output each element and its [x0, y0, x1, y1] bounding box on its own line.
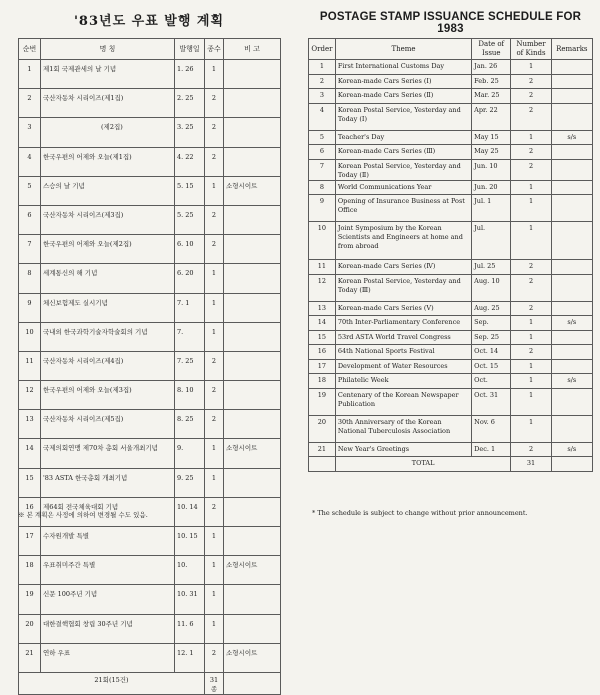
korean-title: '83년도 우표 발행 계획	[73, 14, 225, 29]
order-cell: 17	[309, 359, 336, 374]
name-cell: 국산자동차 시리이즈(제3집)	[41, 205, 175, 234]
kinds-cell: 2	[511, 442, 551, 457]
kinds-cell: 2	[205, 205, 224, 234]
theme-cell: Korean-made Cars Series (Ⅰ)	[335, 74, 471, 89]
table-row	[309, 330, 593, 345]
theme-cell: Philatelic Week	[335, 374, 471, 389]
kinds-cell: 2	[511, 89, 551, 104]
kinds-cell: 1	[511, 330, 551, 345]
remarks-cell	[551, 159, 592, 180]
total-remarks	[551, 457, 592, 472]
order-cell: 4	[309, 103, 336, 130]
remarks-cell	[551, 260, 592, 275]
table-row	[309, 103, 593, 130]
order-cell: 21	[309, 442, 336, 457]
theme-cell: 70th Inter-Parliamentary Conference	[335, 316, 471, 331]
total-kinds: 31종	[205, 672, 224, 694]
kinds-cell: 1	[511, 195, 551, 222]
kinds-cell: 2	[511, 260, 551, 275]
name-cell: 국산자동차 시리이즈(제5집)	[41, 410, 175, 439]
date-cell: Jan. 26	[472, 60, 511, 75]
remarks-cell	[224, 527, 281, 556]
name-cell: 우표취미주간 특별	[41, 556, 175, 585]
korean-table	[18, 38, 281, 695]
kinds-cell: 1	[205, 585, 224, 614]
kinds-cell: 1	[205, 176, 224, 205]
header-kinds: 종수	[205, 39, 224, 60]
remarks-cell: s/s	[551, 442, 592, 457]
remarks-cell	[224, 497, 281, 526]
order-cell: 21	[19, 643, 41, 672]
kinds-cell: 2	[205, 381, 224, 410]
table-row	[19, 410, 281, 439]
table-row	[309, 374, 593, 389]
order-cell: 2	[309, 74, 336, 89]
date-cell: Aug. 25	[472, 301, 511, 316]
order-cell: 10	[19, 322, 41, 351]
remarks-cell: s/s	[551, 130, 592, 145]
order-cell: 3	[309, 89, 336, 104]
order-cell: 12	[19, 381, 41, 410]
total-blank	[309, 457, 336, 472]
date-cell: Mar. 25	[472, 89, 511, 104]
header-remarks: 비 고	[224, 39, 281, 60]
order-cell: 18	[19, 556, 41, 585]
theme-cell: New Year's Greetings	[335, 442, 471, 457]
theme-cell: Korean Postal Service, Yesterday and Today (Ⅱ)	[335, 159, 471, 180]
kinds-cell: 2	[205, 410, 224, 439]
remarks-cell: s/s	[551, 374, 592, 389]
name-cell: 국산자동차 시리이즈(제4집)	[41, 351, 175, 380]
order-cell: 12	[309, 274, 336, 301]
remarks-cell	[224, 351, 281, 380]
remarks-cell	[551, 359, 592, 374]
name-cell: (제2집)	[41, 118, 175, 147]
remarks-cell	[551, 89, 592, 104]
date-cell: Jul.	[472, 222, 511, 260]
english-note: * The schedule is subject to change without prior announcement.	[312, 509, 528, 517]
total-row	[19, 672, 281, 694]
date-cell: Apr. 22	[472, 103, 511, 130]
date-cell: 9.	[175, 439, 205, 468]
date-cell: Feb. 25	[472, 74, 511, 89]
theme-cell: Development of Water Resources	[335, 359, 471, 374]
order-cell: 13	[19, 410, 41, 439]
table-row	[309, 180, 593, 195]
kinds-cell: 1	[205, 264, 224, 293]
order-cell: 8	[19, 264, 41, 293]
theme-cell: First International Customs Day	[335, 60, 471, 75]
remarks-cell	[224, 410, 281, 439]
header-date: 발행일	[175, 39, 205, 60]
theme-cell: Centenary of the Korean Newspaper Publication	[335, 388, 471, 415]
table-row	[309, 145, 593, 160]
table-row	[309, 388, 593, 415]
table-row	[19, 205, 281, 234]
theme-cell: Korean-made Cars Series (Ⅴ)	[335, 301, 471, 316]
remarks-cell	[551, 301, 592, 316]
name-cell: 한국우편의 어제와 오늘(제3집)	[41, 381, 175, 410]
date-cell: Sep. 25	[472, 330, 511, 345]
order-cell: 14	[19, 439, 41, 468]
date-cell: 10. 14	[175, 497, 205, 526]
order-cell: 18	[309, 374, 336, 389]
name-cell: 제64회 전국체육대회 기념	[41, 497, 175, 526]
order-cell: 20	[19, 614, 41, 643]
date-cell: Oct. 14	[472, 345, 511, 360]
table-row	[19, 439, 281, 468]
kinds-cell: 2	[511, 159, 551, 180]
remarks-cell	[224, 468, 281, 497]
theme-cell: 53rd ASTA World Travel Congress	[335, 330, 471, 345]
remarks-cell: s/s	[551, 316, 592, 331]
order-cell: 1	[309, 60, 336, 75]
name-cell: 한국우편의 어제와 오늘(제2집)	[41, 235, 175, 264]
kinds-cell: 1	[511, 415, 551, 442]
english-table	[308, 38, 593, 472]
table-row	[309, 359, 593, 374]
name-cell: 제1회 국제관세의 날 기념	[41, 60, 175, 89]
name-cell: 대한결핵협회 창립 30주년 기념	[41, 614, 175, 643]
header-theme: Theme	[335, 39, 471, 60]
order-cell: 17	[19, 527, 41, 556]
date-cell: Oct.	[472, 374, 511, 389]
order-cell: 7	[19, 235, 41, 264]
table-row	[19, 468, 281, 497]
date-cell: 5. 15	[175, 176, 205, 205]
kinds-cell: 1	[205, 439, 224, 468]
table-row	[309, 442, 593, 457]
kinds-cell: 1	[511, 130, 551, 145]
remarks-cell	[224, 614, 281, 643]
date-cell: 3. 25	[175, 118, 205, 147]
date-cell: 4. 22	[175, 147, 205, 176]
table-row	[19, 60, 281, 89]
order-cell: 7	[309, 159, 336, 180]
date-cell: 9. 25	[175, 468, 205, 497]
total-label: TOTAL	[335, 457, 511, 472]
date-cell: 7.	[175, 322, 205, 351]
name-cell: 스승의 날 기념	[41, 176, 175, 205]
order-cell: 9	[309, 195, 336, 222]
remarks-cell	[224, 147, 281, 176]
table-row	[19, 556, 281, 585]
kinds-cell: 2	[205, 497, 224, 526]
table-row	[309, 260, 593, 275]
date-cell: 2. 25	[175, 89, 205, 118]
table-row	[19, 322, 281, 351]
theme-cell: Korean Postal Service, Yesterday and Today (Ⅰ)	[335, 103, 471, 130]
name-cell: 국내외 한국과학기술자학술회의 기념	[41, 322, 175, 351]
theme-cell: Teacher's Day	[335, 130, 471, 145]
table-row	[19, 147, 281, 176]
table-row	[19, 614, 281, 643]
order-cell: 14	[309, 316, 336, 331]
theme-cell: Korean-made Cars Series (Ⅳ)	[335, 260, 471, 275]
kinds-cell: 1	[511, 60, 551, 75]
name-cell: 신문 100주년 기념	[41, 585, 175, 614]
kinds-cell: 1	[511, 388, 551, 415]
name-cell: '83 ASTA 한국총회 개최기념	[41, 468, 175, 497]
remarks-cell: 소형시이트	[224, 439, 281, 468]
date-cell: 6. 20	[175, 264, 205, 293]
kinds-cell: 1	[511, 222, 551, 260]
remarks-cell	[224, 585, 281, 614]
kinds-cell: 1	[205, 322, 224, 351]
date-cell: Jul. 25	[472, 260, 511, 275]
order-cell: 6	[309, 145, 336, 160]
total-kinds: 31	[511, 457, 551, 472]
date-cell: 6. 10	[175, 235, 205, 264]
kinds-cell: 1	[205, 556, 224, 585]
remarks-cell	[224, 235, 281, 264]
table-row	[309, 415, 593, 442]
kinds-cell: 1	[205, 60, 224, 89]
english-schedule	[308, 0, 593, 517]
date-cell: 8. 25	[175, 410, 205, 439]
date-cell: 1. 26	[175, 60, 205, 89]
order-cell: 13	[309, 301, 336, 316]
order-cell: 5	[309, 130, 336, 145]
date-cell: Jul. 1	[472, 195, 511, 222]
date-cell: Nov. 6	[472, 415, 511, 442]
remarks-cell	[224, 205, 281, 234]
name-cell: 국산자동차 시리이즈(제1집)	[41, 89, 175, 118]
kinds-cell: 2	[511, 274, 551, 301]
date-cell: 7. 1	[175, 293, 205, 322]
theme-cell: Korean Postal Service, Yesterday and Today (Ⅲ)	[335, 274, 471, 301]
order-cell: 10	[309, 222, 336, 260]
korean-header-row	[19, 39, 281, 60]
remarks-cell: 소형시이트	[224, 643, 281, 672]
remarks-cell	[551, 180, 592, 195]
remarks-cell: 소형시이트	[224, 176, 281, 205]
english-header-row	[309, 39, 593, 60]
header-kinds: Number of Kinds	[511, 39, 551, 60]
table-row	[309, 316, 593, 331]
kinds-cell: 2	[205, 351, 224, 380]
order-cell: 4	[19, 147, 41, 176]
date-cell: Oct. 15	[472, 359, 511, 374]
header-order: Order	[309, 39, 336, 60]
kinds-cell: 2	[511, 345, 551, 360]
remarks-cell	[224, 60, 281, 89]
table-row	[309, 89, 593, 104]
date-cell: Oct. 31	[472, 388, 511, 415]
remarks-cell	[551, 60, 592, 75]
theme-cell: 64th National Sports Festival	[335, 345, 471, 360]
kinds-cell: 1	[205, 614, 224, 643]
kinds-cell: 2	[511, 103, 551, 130]
kinds-cell: 1	[511, 359, 551, 374]
table-row	[309, 301, 593, 316]
kinds-cell: 1	[205, 468, 224, 497]
kinds-cell: 2	[205, 643, 224, 672]
header-order: 순번	[19, 39, 41, 60]
table-row	[19, 235, 281, 264]
remarks-cell	[551, 74, 592, 89]
theme-cell: Joint Symposium by the Korean Scientists and Engineers at home and from abroad	[335, 222, 471, 260]
name-cell: 세계통신의 해 기념	[41, 264, 175, 293]
table-row	[19, 89, 281, 118]
table-row	[19, 585, 281, 614]
date-cell: 7. 25	[175, 351, 205, 380]
order-cell: 19	[309, 388, 336, 415]
order-cell: 15	[309, 330, 336, 345]
order-cell: 5	[19, 176, 41, 205]
date-cell: 10. 15	[175, 527, 205, 556]
remarks-cell	[224, 89, 281, 118]
date-cell: 5. 25	[175, 205, 205, 234]
table-row	[19, 381, 281, 410]
order-cell: 3	[19, 118, 41, 147]
table-row	[19, 293, 281, 322]
english-title: POSTAGE STAMP ISSUANCE SCHEDULE FOR 1983	[319, 11, 582, 35]
table-row	[19, 643, 281, 672]
kinds-cell: 2	[205, 118, 224, 147]
order-cell: 15	[19, 468, 41, 497]
remarks-cell	[551, 274, 592, 301]
order-cell: 6	[19, 205, 41, 234]
table-row	[19, 527, 281, 556]
order-cell: 20	[309, 415, 336, 442]
remarks-cell	[551, 415, 592, 442]
remarks-cell	[224, 264, 281, 293]
name-cell: 수자원개발 특별	[41, 527, 175, 556]
kinds-cell: 2	[205, 235, 224, 264]
total-label: 21회(15건)	[19, 672, 205, 694]
date-cell: 8. 10	[175, 381, 205, 410]
remarks-cell	[551, 345, 592, 360]
date-cell: May 15	[472, 130, 511, 145]
remarks-cell	[551, 195, 592, 222]
header-name: 명 칭	[41, 39, 175, 60]
korean-schedule	[18, 0, 280, 695]
table-row	[309, 159, 593, 180]
table-row	[309, 74, 593, 89]
order-cell: 11	[19, 351, 41, 380]
remarks-cell	[551, 330, 592, 345]
table-row	[309, 345, 593, 360]
kinds-cell: 2	[511, 145, 551, 160]
kinds-cell: 1	[205, 527, 224, 556]
order-cell: 16	[309, 345, 336, 360]
date-cell: Jun. 10	[472, 159, 511, 180]
date-cell: 11. 6	[175, 614, 205, 643]
date-cell: May 25	[472, 145, 511, 160]
remarks-cell	[551, 145, 592, 160]
table-row	[19, 176, 281, 205]
kinds-cell: 2	[205, 89, 224, 118]
remarks-cell	[224, 381, 281, 410]
kinds-cell: 1	[511, 374, 551, 389]
date-cell: 10. 31	[175, 585, 205, 614]
table-row	[309, 222, 593, 260]
date-cell: Sep.	[472, 316, 511, 331]
remarks-cell	[551, 103, 592, 130]
name-cell: 체신보험제도 실시기념	[41, 293, 175, 322]
table-row	[19, 118, 281, 147]
remarks-cell	[551, 388, 592, 415]
date-cell: Aug. 10	[472, 274, 511, 301]
remarks-cell	[551, 222, 592, 260]
table-row	[309, 130, 593, 145]
name-cell: 국제의회연맹 제70차 총회 서울개최기념	[41, 439, 175, 468]
kinds-cell: 2	[511, 74, 551, 89]
order-cell: 8	[309, 180, 336, 195]
total-remarks	[224, 672, 281, 694]
date-cell: 10.	[175, 556, 205, 585]
remarks-cell	[224, 293, 281, 322]
header-remarks: Remarks	[551, 39, 592, 60]
remarks-cell: 소형시이트	[224, 556, 281, 585]
order-cell: 2	[19, 89, 41, 118]
kinds-cell: 2	[205, 147, 224, 176]
remarks-cell	[224, 322, 281, 351]
name-cell: 한국우편의 어제와 오늘(제1집)	[41, 147, 175, 176]
date-cell: Jun. 20	[472, 180, 511, 195]
order-cell: 9	[19, 293, 41, 322]
header-date: Date of Issue	[472, 39, 511, 60]
table-row	[309, 274, 593, 301]
theme-cell: World Communications Year	[335, 180, 471, 195]
date-cell: Dec. 1	[472, 442, 511, 457]
kinds-cell: 1	[511, 316, 551, 331]
order-cell: 1	[19, 60, 41, 89]
table-row	[19, 264, 281, 293]
kinds-cell: 1	[511, 180, 551, 195]
name-cell: 연하 우표	[41, 643, 175, 672]
kinds-cell: 1	[205, 293, 224, 322]
order-cell: 16	[19, 497, 41, 526]
theme-cell: Korean-made Cars Series (Ⅱ)	[335, 89, 471, 104]
theme-cell: Opening of Insurance Business at Post Office	[335, 195, 471, 222]
table-row	[309, 60, 593, 75]
theme-cell: 30th Anniversary of the Korean National Tuberculosis Association	[335, 415, 471, 442]
theme-cell: Korean-made Cars Series (Ⅲ)	[335, 145, 471, 160]
table-row	[309, 195, 593, 222]
total-row	[309, 457, 593, 472]
order-cell: 11	[309, 260, 336, 275]
kinds-cell: 2	[511, 301, 551, 316]
date-cell: 12. 1	[175, 643, 205, 672]
order-cell: 19	[19, 585, 41, 614]
korean-note: ※ 본 계획은 사정에 의하여 변경될 수도 있음.	[18, 511, 148, 519]
table-row	[19, 351, 281, 380]
remarks-cell	[224, 118, 281, 147]
